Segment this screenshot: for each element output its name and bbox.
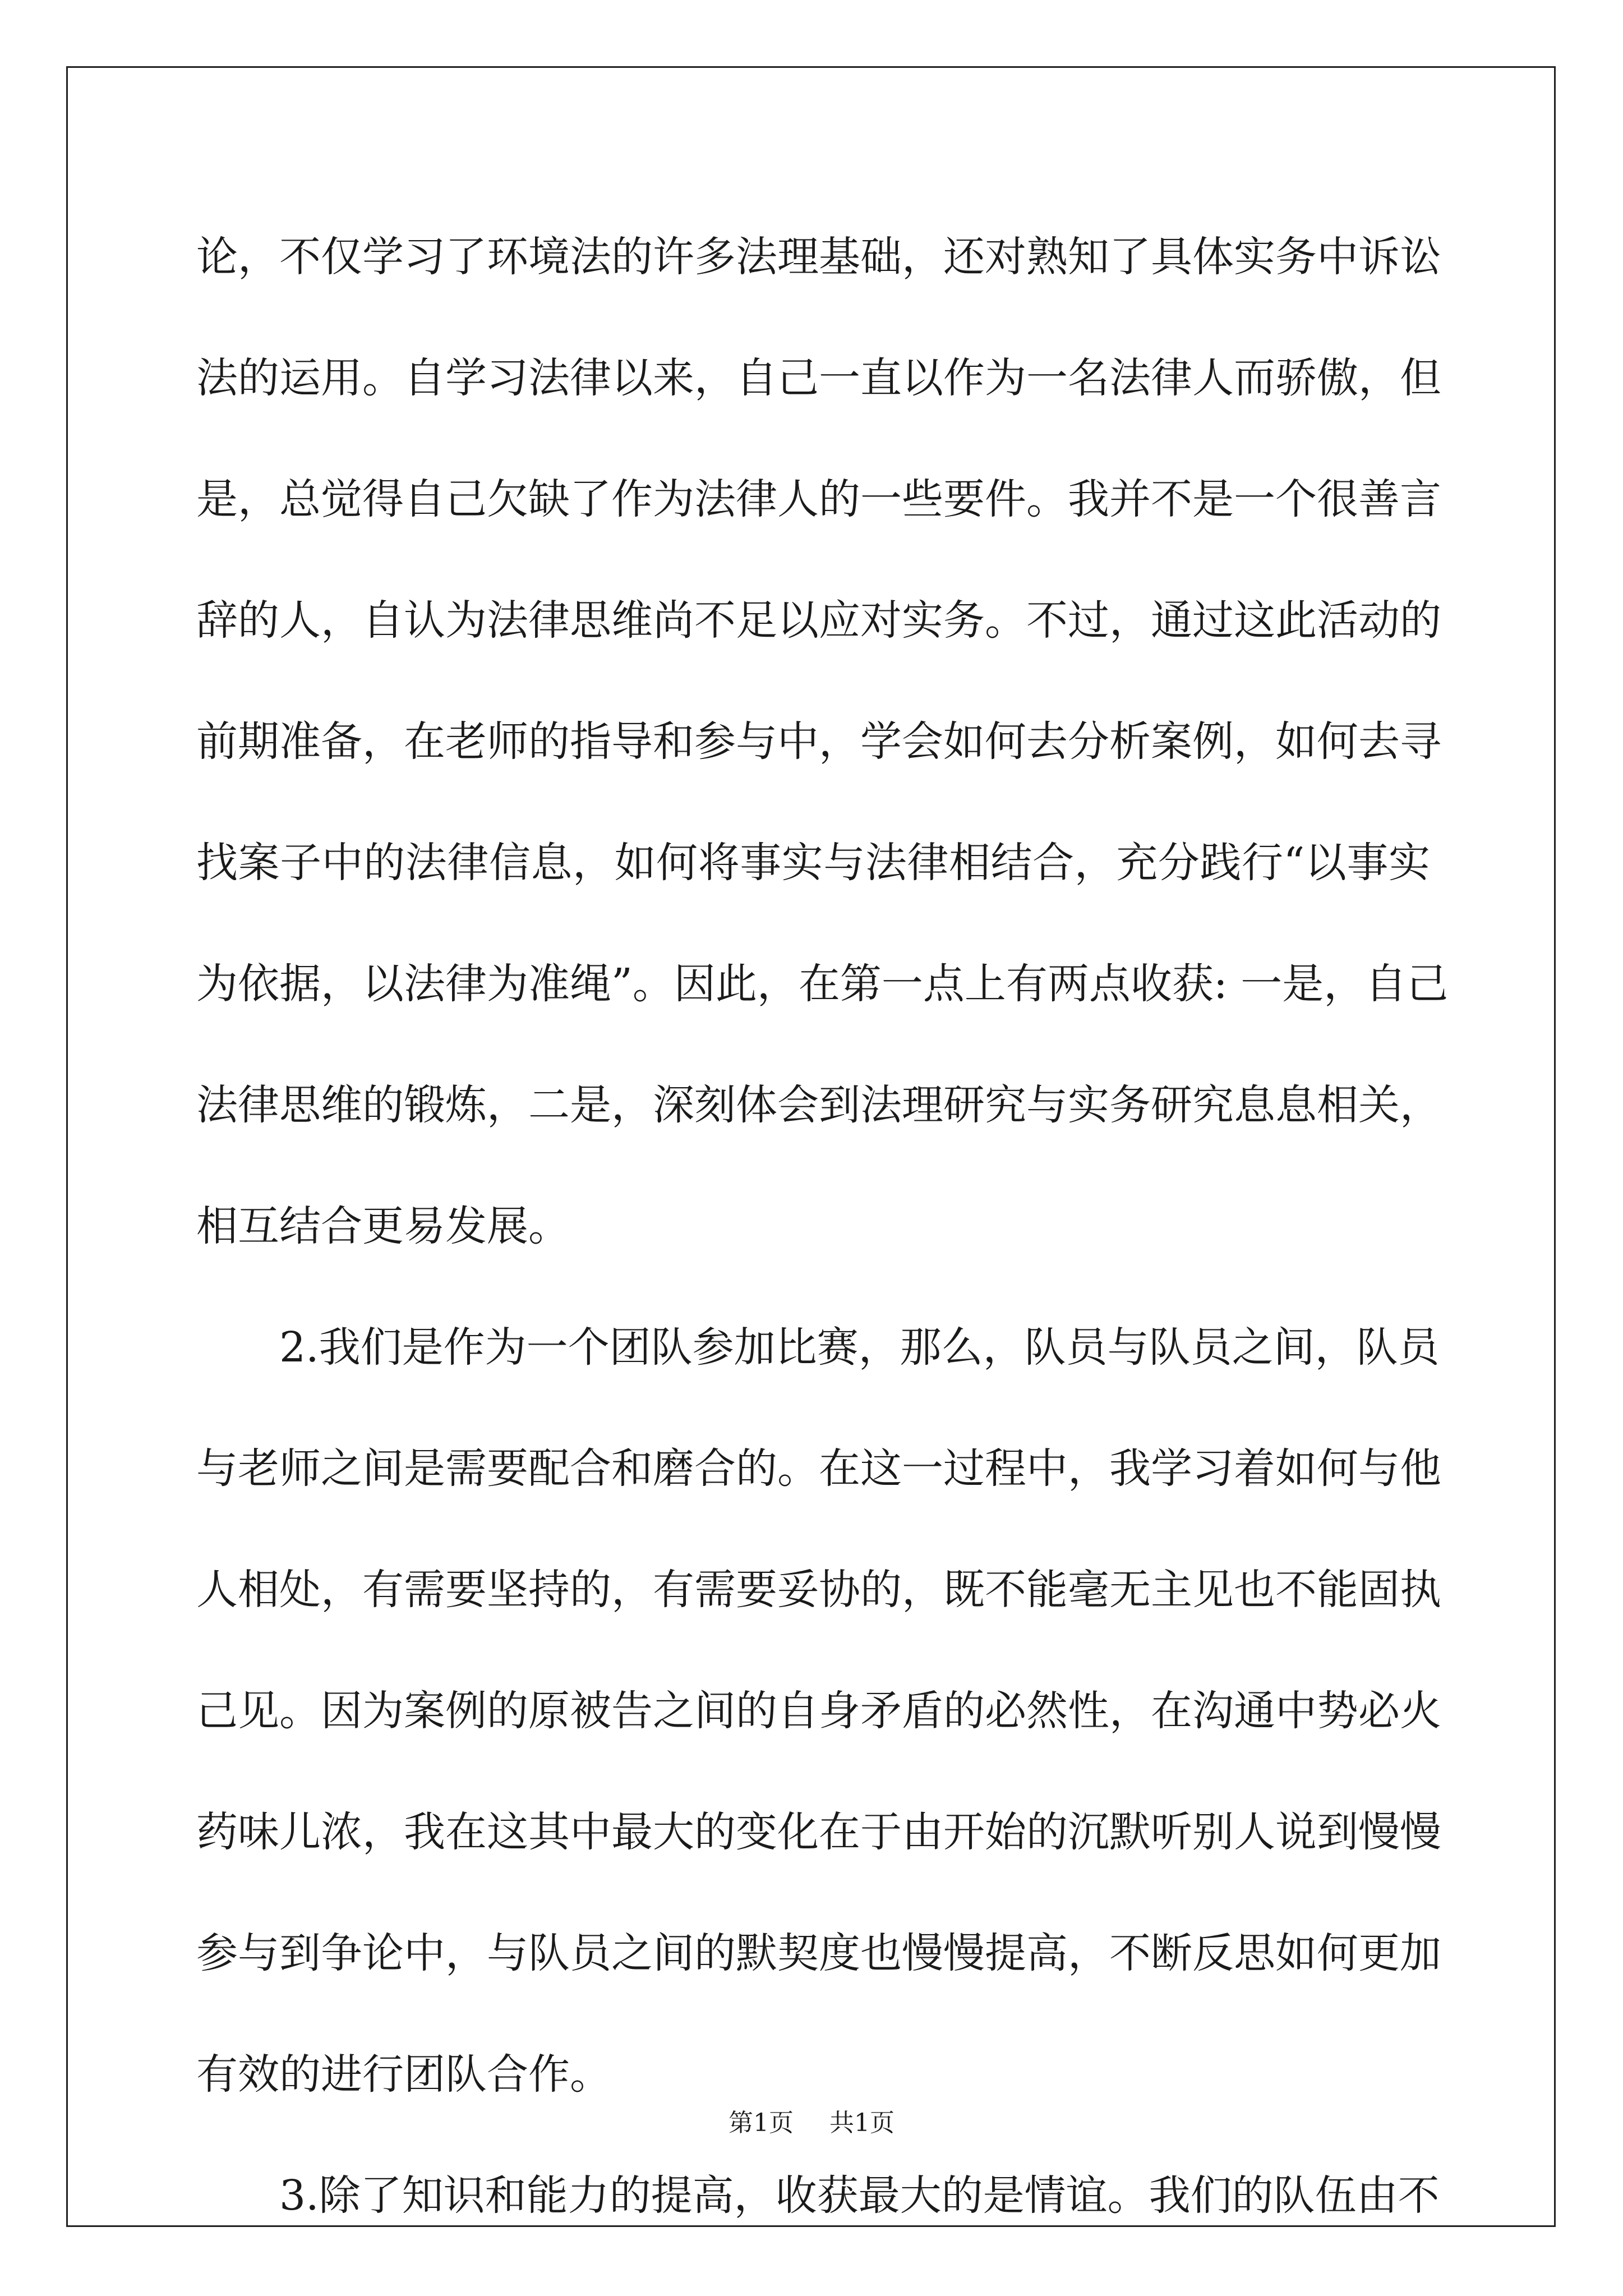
text-line: 3.除了知识和能力的提高，收获最大的是情谊。我们的队伍由不 — [279, 2171, 1440, 2220]
text-line: 论，不仅学习了环境法的许多法理基础，还对熟知了具体实务中诉讼 — [196, 233, 1441, 281]
text-line: 为依据，以法律为准绳”。因此，在第一点上有两点收获: 一是，自己 — [196, 960, 1449, 1008]
text-line: 人相处，有需要坚持的，有需要妥协的，既不能毫无主见也不能固执 — [196, 1566, 1441, 1614]
text-line: 辞的人，自认为法律思维尚不足以应对实务。不过，通过这此活动的 — [196, 596, 1441, 645]
text-line: 与老师之间是需要配合和磨合的。在这一过程中，我学习着如何与他 — [196, 1444, 1441, 1493]
text-line: 法律思维的锻炼，二是，深刻体会到法理研究与实务研究息息相关， — [196, 1081, 1441, 1129]
text-line: 己见。因为案例的原被告之间的自身矛盾的必然性，在沟通中势必火 — [196, 1687, 1441, 1735]
text-line: 找案子中的法律信息，如何将事实与法律相结合，充分践行“以事实 — [196, 839, 1430, 887]
text-line: 法的运用。自学习法律以来，自己一直以作为一名法律人而骄傲，但 — [196, 354, 1441, 402]
text-line: 是，总觉得自己欠缺了作为法律人的一些要件。我并不是一个很善言 — [196, 475, 1441, 523]
page-number-total: 共1页 — [829, 2109, 895, 2137]
text-line: 相互结合更易发展。 — [196, 1202, 570, 1250]
page-number-current: 第1页 — [728, 2109, 794, 2137]
text-line: 参与到争论中，与队员之间的默契度也慢慢提高，不断反思如何更加 — [196, 1929, 1441, 1977]
text-line: 有效的进行团队合作。 — [196, 2050, 611, 2099]
document-body — [196, 210, 1449, 2270]
text-line: 2.我们是作为一个团队参加比赛，那么，队员与队员之间，队员 — [279, 1323, 1440, 1372]
page-footer — [0, 2106, 1623, 2140]
text-line: 药味儿浓，我在这其中最大的变化在于由开始的沉默听别人说到慢慢 — [196, 1808, 1441, 1856]
text-line: 前期准备，在老师的指导和参与中，学会如何去分析案例，如何去寻 — [196, 717, 1441, 766]
